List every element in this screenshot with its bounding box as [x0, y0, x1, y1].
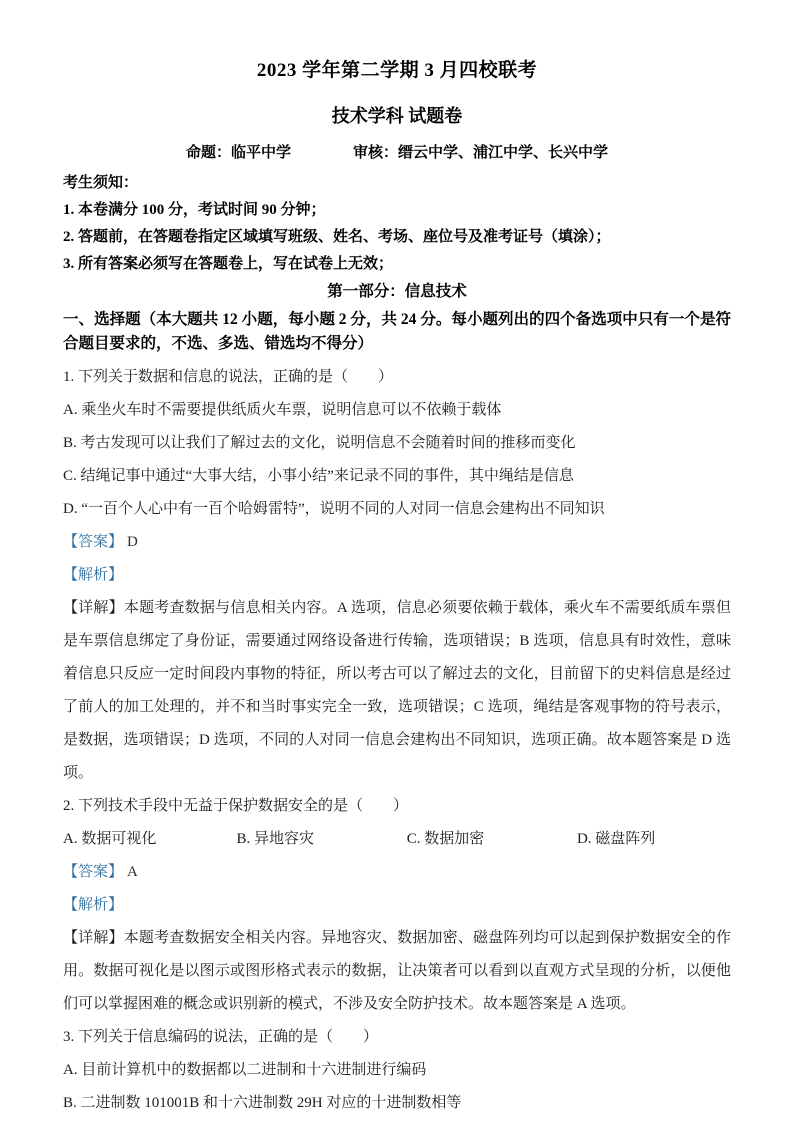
exam-title: 2023 学年第二学期 3 月四校联考	[256, 60, 538, 81]
detail-label: 【详解】	[63, 930, 124, 946]
answer-value: D	[127, 534, 138, 550]
section-heading: 一、选择题（本大题共 12 小题，每小题 2 分，共 24 分。每小题列出的四个备选项中只有一个是符合题目要求的，不选、多选、错选均不得分）	[63, 311, 731, 352]
notice-item: 1. 本卷满分 100 分，考试时间 90 分钟；	[63, 202, 326, 218]
analysis-label: 【解析】	[63, 897, 124, 913]
analysis-line	[63, 889, 731, 922]
detail-paragraph	[63, 592, 731, 790]
question-option: B. 异地容灾	[236, 831, 314, 847]
question-option: D. 磁盘阵列	[576, 831, 656, 847]
question-stem: 2. 下列技术手段中无益于保护数据安全的是（ ）	[63, 798, 409, 814]
question-3	[63, 1021, 731, 1120]
question-option: D. “一百个人心中有一百个哈姆雷特”，说明不同的人对同一信息会建构出不同知识	[63, 501, 605, 517]
analysis-line	[63, 559, 731, 592]
setter-label: 命题：临平中学	[185, 145, 291, 161]
detail-label: 【详解】	[63, 600, 124, 616]
part-heading: 第一部分：信息技术	[327, 283, 467, 300]
question-option: B. 二进制数 101001B 和十六进制数 29H 对应的十进制数相等	[63, 1095, 462, 1111]
question-option: B. 考古发现可以让我们了解过去的文化，说明信息不会随着时间的推移而变化	[63, 435, 576, 451]
question-option: A. 目前计算机中的数据都以二进制和十六进制进行编码	[63, 1062, 427, 1078]
question-option: A. 乘坐火车时不需要提供纸质火车票，说明信息可以不依赖于载体	[63, 402, 502, 418]
question-stem: 1. 下列关于数据和信息的说法，正确的是（ ）	[63, 369, 394, 385]
question-option-row	[63, 823, 731, 856]
detail-text: 本题考查数据安全相关内容。异地容灾、数据加密、磁盘阵列均可以起到保护数据安全的作用。数据可视化是以图示或图形格式表示的数据，让决策者可以看到以直观方式呈现的分析，以便他们可以掌握困难的概念或识别新的模式，不涉及安全防护技术。故本题答案是 A 选项。	[63, 930, 731, 1012]
notice-heading: 考生须知：	[63, 175, 139, 191]
detail-text: 本题考查数据与信息相关内容。A 选项，信息必须要依赖于载体，乘火车不需要纸质车票但是车票信息绑定了身份证，需要通过网络设备进行传输，选项错误；B 选项，信息具有时效性，意味着信息只反应一定时间段内事物的特征，所以考古可以了解过去的文化，目前留下的史料信息是经过了前人的加工处理的，并不和当时事实完全一致，选项错误；C 选项，绳结是客观事物的符号表示，是数据，选项错误；D 选项，不同的人对同一信息会建构出不同知识，选项正确。故本题答案是 D 选项。	[63, 600, 731, 781]
exam-subtitle: 技术学科 试题卷	[331, 106, 463, 126]
analysis-label: 【解析】	[63, 567, 124, 583]
answer-line	[63, 526, 731, 559]
answer-label: 【答案】	[63, 864, 124, 880]
notice-item: 2. 答题前，在答题卷指定区域填写班级、姓名、考场、座位号及准考证号（填涂）；	[63, 229, 611, 245]
exam-meta-row	[63, 142, 731, 164]
question-option: A. 数据可视化	[63, 831, 157, 847]
question-2	[63, 790, 731, 1021]
answer-value: A	[127, 864, 138, 880]
notice-item: 3. 所有答案必须写在答题卷上，写在试卷上无效；	[63, 256, 394, 272]
question-stem: 3. 下列关于信息编码的说法，正确的是（ ）	[63, 1029, 379, 1045]
candidate-notice	[63, 170, 731, 278]
detail-paragraph	[63, 922, 731, 1021]
reviewer-label: 审核：缙云中学、浦江中学、长兴中学	[353, 145, 609, 161]
answer-line	[63, 856, 731, 889]
question-1	[63, 361, 731, 790]
question-option: C. 数据加密	[406, 831, 485, 847]
answer-label: 【答案】	[63, 534, 124, 550]
question-option: C. 结绳记事中通过“大事大结，小事小结”来记录不同的事件，其中绳结是信息	[63, 468, 574, 484]
